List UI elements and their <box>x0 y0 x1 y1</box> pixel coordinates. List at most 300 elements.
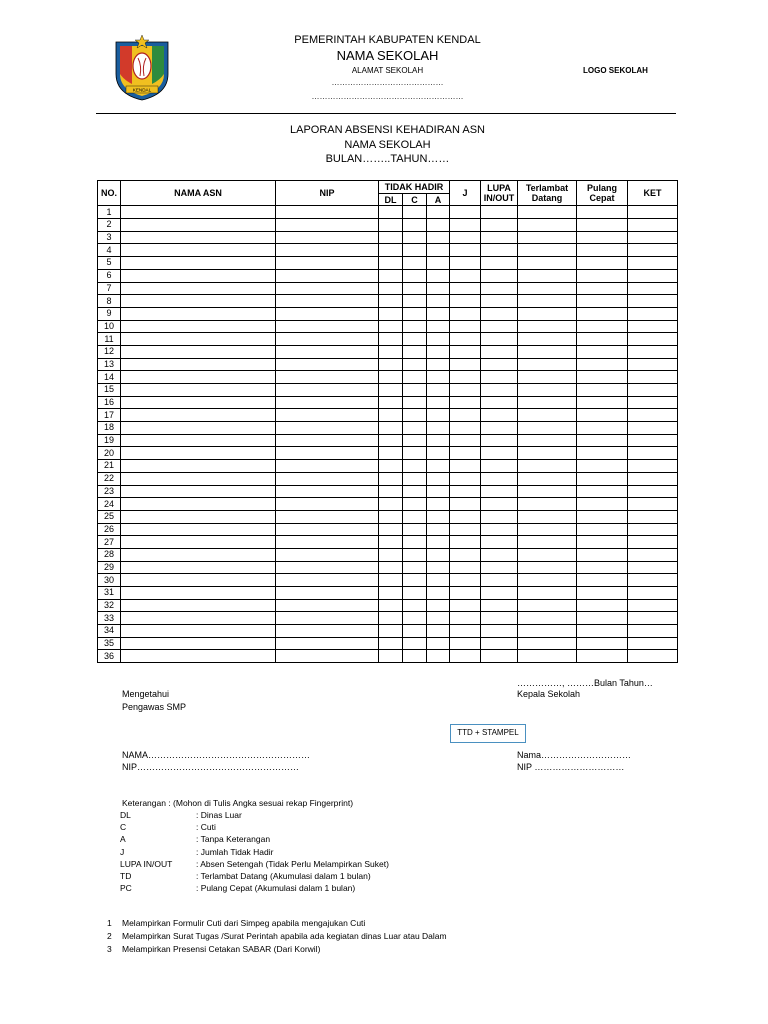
table-cell[interactable] <box>518 282 577 295</box>
table-cell[interactable] <box>518 231 577 244</box>
table-cell[interactable] <box>121 650 276 663</box>
table-cell[interactable] <box>403 219 427 232</box>
table-cell[interactable] <box>450 231 481 244</box>
table-cell[interactable] <box>121 307 276 320</box>
table-cell[interactable] <box>379 422 403 435</box>
table-cell[interactable] <box>628 612 678 625</box>
table-cell[interactable] <box>628 333 678 346</box>
table-cell[interactable] <box>481 460 518 473</box>
table-cell[interactable] <box>577 637 628 650</box>
table-cell[interactable] <box>427 282 450 295</box>
table-cell[interactable] <box>450 409 481 422</box>
table-cell[interactable] <box>427 320 450 333</box>
table-cell[interactable] <box>577 358 628 371</box>
table-cell[interactable] <box>628 587 678 600</box>
table-cell[interactable] <box>481 396 518 409</box>
table-cell[interactable] <box>577 396 628 409</box>
table-cell[interactable] <box>121 460 276 473</box>
table-cell[interactable] <box>276 460 379 473</box>
table-cell[interactable] <box>121 637 276 650</box>
table-cell[interactable] <box>450 371 481 384</box>
table-cell[interactable] <box>481 510 518 523</box>
table-cell[interactable] <box>427 485 450 498</box>
table-cell[interactable] <box>379 371 403 384</box>
table-cell[interactable] <box>427 561 450 574</box>
table-cell[interactable] <box>121 320 276 333</box>
table-cell[interactable] <box>628 536 678 549</box>
table-cell[interactable] <box>628 561 678 574</box>
table-cell[interactable] <box>450 333 481 346</box>
table-cell[interactable] <box>628 599 678 612</box>
table-cell[interactable] <box>403 548 427 561</box>
table-cell[interactable] <box>481 650 518 663</box>
table-cell[interactable] <box>379 358 403 371</box>
table-cell[interactable] <box>121 206 276 219</box>
table-cell[interactable] <box>481 574 518 587</box>
table-cell[interactable] <box>518 295 577 308</box>
table-cell[interactable] <box>403 244 427 257</box>
table-cell[interactable] <box>450 523 481 536</box>
table-cell[interactable] <box>379 219 403 232</box>
table-cell[interactable] <box>518 384 577 397</box>
table-cell[interactable] <box>276 219 379 232</box>
table-cell[interactable] <box>276 434 379 447</box>
table-cell[interactable] <box>481 384 518 397</box>
table-cell[interactable] <box>379 282 403 295</box>
table-cell[interactable] <box>628 231 678 244</box>
table-cell[interactable] <box>379 206 403 219</box>
table-cell[interactable] <box>276 422 379 435</box>
table-cell[interactable] <box>450 637 481 650</box>
table-cell[interactable] <box>481 231 518 244</box>
table-cell[interactable] <box>276 612 379 625</box>
table-cell[interactable] <box>518 396 577 409</box>
table-cell[interactable] <box>427 257 450 270</box>
table-cell[interactable] <box>481 371 518 384</box>
table-cell[interactable] <box>403 371 427 384</box>
table-cell[interactable] <box>427 447 450 460</box>
table-cell[interactable] <box>628 472 678 485</box>
table-cell[interactable] <box>379 460 403 473</box>
table-cell[interactable] <box>628 244 678 257</box>
table-cell[interactable] <box>403 460 427 473</box>
table-cell[interactable] <box>276 371 379 384</box>
table-cell[interactable] <box>450 650 481 663</box>
table-cell[interactable] <box>403 320 427 333</box>
table-cell[interactable] <box>121 472 276 485</box>
table-cell[interactable] <box>403 384 427 397</box>
table-cell[interactable] <box>121 523 276 536</box>
table-cell[interactable] <box>577 498 628 511</box>
table-cell[interactable] <box>481 599 518 612</box>
table-cell[interactable] <box>450 219 481 232</box>
table-cell[interactable] <box>450 574 481 587</box>
table-cell[interactable] <box>481 612 518 625</box>
table-cell[interactable] <box>121 485 276 498</box>
table-cell[interactable] <box>121 561 276 574</box>
table-cell[interactable] <box>276 637 379 650</box>
table-cell[interactable] <box>518 510 577 523</box>
table-cell[interactable] <box>403 625 427 638</box>
table-cell[interactable] <box>379 637 403 650</box>
table-cell[interactable] <box>427 599 450 612</box>
table-cell[interactable] <box>121 358 276 371</box>
table-cell[interactable] <box>403 498 427 511</box>
table-cell[interactable] <box>276 358 379 371</box>
table-cell[interactable] <box>427 371 450 384</box>
table-cell[interactable] <box>481 548 518 561</box>
table-cell[interactable] <box>379 625 403 638</box>
table-cell[interactable] <box>577 612 628 625</box>
table-cell[interactable] <box>403 345 427 358</box>
table-cell[interactable] <box>518 548 577 561</box>
table-cell[interactable] <box>427 269 450 282</box>
table-cell[interactable] <box>379 434 403 447</box>
table-cell[interactable] <box>450 269 481 282</box>
table-cell[interactable] <box>276 333 379 346</box>
table-cell[interactable] <box>518 320 577 333</box>
table-cell[interactable] <box>518 269 577 282</box>
table-cell[interactable] <box>427 434 450 447</box>
table-cell[interactable] <box>518 599 577 612</box>
table-cell[interactable] <box>577 345 628 358</box>
table-cell[interactable] <box>577 460 628 473</box>
table-cell[interactable] <box>450 587 481 600</box>
table-cell[interactable] <box>121 396 276 409</box>
table-cell[interactable] <box>577 536 628 549</box>
table-cell[interactable] <box>628 548 678 561</box>
table-cell[interactable] <box>518 434 577 447</box>
table-cell[interactable] <box>276 396 379 409</box>
table-cell[interactable] <box>577 574 628 587</box>
table-cell[interactable] <box>481 447 518 460</box>
table-cell[interactable] <box>276 548 379 561</box>
table-cell[interactable] <box>427 536 450 549</box>
table-cell[interactable] <box>518 244 577 257</box>
table-cell[interactable] <box>379 536 403 549</box>
table-cell[interactable] <box>427 523 450 536</box>
table-cell[interactable] <box>276 206 379 219</box>
table-cell[interactable] <box>276 295 379 308</box>
table-cell[interactable] <box>577 371 628 384</box>
table-cell[interactable] <box>276 231 379 244</box>
table-cell[interactable] <box>121 587 276 600</box>
table-cell[interactable] <box>481 244 518 257</box>
table-cell[interactable] <box>518 333 577 346</box>
table-cell[interactable] <box>577 485 628 498</box>
table-cell[interactable] <box>427 510 450 523</box>
table-cell[interactable] <box>518 485 577 498</box>
table-cell[interactable] <box>379 345 403 358</box>
table-cell[interactable] <box>121 231 276 244</box>
table-cell[interactable] <box>427 574 450 587</box>
table-cell[interactable] <box>481 434 518 447</box>
table-cell[interactable] <box>403 447 427 460</box>
table-cell[interactable] <box>276 307 379 320</box>
table-cell[interactable] <box>481 561 518 574</box>
table-cell[interactable] <box>628 269 678 282</box>
table-cell[interactable] <box>518 345 577 358</box>
table-cell[interactable] <box>481 269 518 282</box>
table-cell[interactable] <box>403 358 427 371</box>
table-cell[interactable] <box>628 637 678 650</box>
table-cell[interactable] <box>121 295 276 308</box>
table-cell[interactable] <box>121 333 276 346</box>
table-cell[interactable] <box>518 561 577 574</box>
table-cell[interactable] <box>121 625 276 638</box>
table-cell[interactable] <box>518 472 577 485</box>
table-cell[interactable] <box>379 396 403 409</box>
table-cell[interactable] <box>276 587 379 600</box>
table-cell[interactable] <box>628 498 678 511</box>
table-cell[interactable] <box>577 320 628 333</box>
table-cell[interactable] <box>379 599 403 612</box>
table-cell[interactable] <box>121 244 276 257</box>
table-cell[interactable] <box>628 523 678 536</box>
table-cell[interactable] <box>628 460 678 473</box>
table-cell[interactable] <box>121 574 276 587</box>
table-cell[interactable] <box>518 206 577 219</box>
table-cell[interactable] <box>276 345 379 358</box>
table-cell[interactable] <box>403 599 427 612</box>
table-cell[interactable] <box>379 472 403 485</box>
table-cell[interactable] <box>577 599 628 612</box>
table-cell[interactable] <box>628 307 678 320</box>
table-cell[interactable] <box>379 409 403 422</box>
table-cell[interactable] <box>450 422 481 435</box>
table-cell[interactable] <box>481 523 518 536</box>
table-cell[interactable] <box>450 345 481 358</box>
table-cell[interactable] <box>518 536 577 549</box>
table-cell[interactable] <box>481 625 518 638</box>
table-cell[interactable] <box>427 498 450 511</box>
table-cell[interactable] <box>403 434 427 447</box>
table-cell[interactable] <box>518 447 577 460</box>
table-cell[interactable] <box>577 650 628 663</box>
table-cell[interactable] <box>379 612 403 625</box>
table-cell[interactable] <box>427 231 450 244</box>
table-cell[interactable] <box>628 574 678 587</box>
table-cell[interactable] <box>379 498 403 511</box>
table-cell[interactable] <box>121 447 276 460</box>
table-cell[interactable] <box>379 257 403 270</box>
table-cell[interactable] <box>427 307 450 320</box>
table-cell[interactable] <box>403 422 427 435</box>
table-cell[interactable] <box>379 548 403 561</box>
table-cell[interactable] <box>628 625 678 638</box>
table-cell[interactable] <box>276 650 379 663</box>
table-cell[interactable] <box>518 650 577 663</box>
table-cell[interactable] <box>427 206 450 219</box>
table-cell[interactable] <box>427 650 450 663</box>
table-cell[interactable] <box>276 409 379 422</box>
table-cell[interactable] <box>379 447 403 460</box>
table-cell[interactable] <box>481 320 518 333</box>
table-cell[interactable] <box>450 384 481 397</box>
table-cell[interactable] <box>403 396 427 409</box>
table-cell[interactable] <box>450 536 481 549</box>
table-cell[interactable] <box>121 282 276 295</box>
table-cell[interactable] <box>450 625 481 638</box>
table-cell[interactable] <box>481 485 518 498</box>
table-cell[interactable] <box>427 244 450 257</box>
table-cell[interactable] <box>121 257 276 270</box>
table-cell[interactable] <box>628 282 678 295</box>
table-cell[interactable] <box>481 307 518 320</box>
table-cell[interactable] <box>121 548 276 561</box>
table-cell[interactable] <box>450 447 481 460</box>
table-cell[interactable] <box>518 625 577 638</box>
table-cell[interactable] <box>518 460 577 473</box>
table-cell[interactable] <box>518 498 577 511</box>
table-cell[interactable] <box>379 269 403 282</box>
table-cell[interactable] <box>276 472 379 485</box>
table-cell[interactable] <box>403 510 427 523</box>
table-cell[interactable] <box>518 409 577 422</box>
table-cell[interactable] <box>481 472 518 485</box>
table-cell[interactable] <box>628 510 678 523</box>
table-cell[interactable] <box>577 257 628 270</box>
table-cell[interactable] <box>403 485 427 498</box>
table-cell[interactable] <box>450 472 481 485</box>
table-cell[interactable] <box>450 498 481 511</box>
table-cell[interactable] <box>403 536 427 549</box>
table-cell[interactable] <box>628 295 678 308</box>
table-cell[interactable] <box>379 587 403 600</box>
table-cell[interactable] <box>628 384 678 397</box>
table-cell[interactable] <box>481 358 518 371</box>
table-cell[interactable] <box>450 358 481 371</box>
table-cell[interactable] <box>481 295 518 308</box>
table-cell[interactable] <box>577 333 628 346</box>
table-cell[interactable] <box>427 384 450 397</box>
table-cell[interactable] <box>403 333 427 346</box>
table-cell[interactable] <box>450 460 481 473</box>
table-cell[interactable] <box>628 396 678 409</box>
table-cell[interactable] <box>481 498 518 511</box>
table-cell[interactable] <box>450 295 481 308</box>
table-cell[interactable] <box>121 384 276 397</box>
table-cell[interactable] <box>518 523 577 536</box>
table-cell[interactable] <box>628 219 678 232</box>
table-cell[interactable] <box>121 498 276 511</box>
table-cell[interactable] <box>427 625 450 638</box>
table-cell[interactable] <box>577 244 628 257</box>
table-cell[interactable] <box>427 345 450 358</box>
table-cell[interactable] <box>276 269 379 282</box>
table-cell[interactable] <box>276 561 379 574</box>
table-cell[interactable] <box>427 396 450 409</box>
table-cell[interactable] <box>577 422 628 435</box>
table-cell[interactable] <box>577 523 628 536</box>
table-cell[interactable] <box>121 510 276 523</box>
table-cell[interactable] <box>518 637 577 650</box>
table-cell[interactable] <box>450 396 481 409</box>
table-cell[interactable] <box>518 257 577 270</box>
table-cell[interactable] <box>276 498 379 511</box>
table-cell[interactable] <box>577 282 628 295</box>
table-cell[interactable] <box>481 536 518 549</box>
table-cell[interactable] <box>403 561 427 574</box>
table-cell[interactable] <box>276 485 379 498</box>
table-cell[interactable] <box>403 231 427 244</box>
table-cell[interactable] <box>403 523 427 536</box>
table-cell[interactable] <box>450 320 481 333</box>
table-cell[interactable] <box>450 548 481 561</box>
table-cell[interactable] <box>379 244 403 257</box>
table-cell[interactable] <box>577 510 628 523</box>
table-cell[interactable] <box>427 587 450 600</box>
table-cell[interactable] <box>379 485 403 498</box>
table-cell[interactable] <box>450 510 481 523</box>
table-cell[interactable] <box>403 206 427 219</box>
table-cell[interactable] <box>276 244 379 257</box>
table-cell[interactable] <box>403 637 427 650</box>
table-cell[interactable] <box>450 206 481 219</box>
table-cell[interactable] <box>427 612 450 625</box>
table-cell[interactable] <box>628 447 678 460</box>
table-cell[interactable] <box>628 257 678 270</box>
table-cell[interactable] <box>403 650 427 663</box>
table-cell[interactable] <box>276 523 379 536</box>
table-cell[interactable] <box>481 422 518 435</box>
table-cell[interactable] <box>518 307 577 320</box>
table-cell[interactable] <box>450 485 481 498</box>
table-cell[interactable] <box>628 650 678 663</box>
table-cell[interactable] <box>577 409 628 422</box>
table-cell[interactable] <box>121 219 276 232</box>
table-cell[interactable] <box>628 371 678 384</box>
table-cell[interactable] <box>577 206 628 219</box>
table-cell[interactable] <box>577 587 628 600</box>
table-cell[interactable] <box>379 307 403 320</box>
table-cell[interactable] <box>427 548 450 561</box>
table-cell[interactable] <box>427 460 450 473</box>
table-cell[interactable] <box>481 282 518 295</box>
table-cell[interactable] <box>276 384 379 397</box>
table-cell[interactable] <box>379 510 403 523</box>
table-cell[interactable] <box>276 282 379 295</box>
table-cell[interactable] <box>518 612 577 625</box>
table-cell[interactable] <box>276 625 379 638</box>
table-cell[interactable] <box>518 587 577 600</box>
table-cell[interactable] <box>577 472 628 485</box>
table-cell[interactable] <box>379 574 403 587</box>
table-cell[interactable] <box>427 637 450 650</box>
table-cell[interactable] <box>276 599 379 612</box>
table-cell[interactable] <box>121 536 276 549</box>
table-cell[interactable] <box>577 219 628 232</box>
table-cell[interactable] <box>379 333 403 346</box>
table-cell[interactable] <box>121 599 276 612</box>
table-cell[interactable] <box>276 574 379 587</box>
table-cell[interactable] <box>628 422 678 435</box>
table-cell[interactable] <box>121 434 276 447</box>
table-cell[interactable] <box>481 257 518 270</box>
table-cell[interactable] <box>379 650 403 663</box>
table-cell[interactable] <box>481 206 518 219</box>
table-cell[interactable] <box>427 422 450 435</box>
table-cell[interactable] <box>427 409 450 422</box>
table-cell[interactable] <box>379 384 403 397</box>
table-cell[interactable] <box>403 307 427 320</box>
table-cell[interactable] <box>427 295 450 308</box>
table-cell[interactable] <box>628 206 678 219</box>
table-cell[interactable] <box>403 257 427 270</box>
table-cell[interactable] <box>450 612 481 625</box>
table-cell[interactable] <box>403 295 427 308</box>
table-cell[interactable] <box>403 574 427 587</box>
